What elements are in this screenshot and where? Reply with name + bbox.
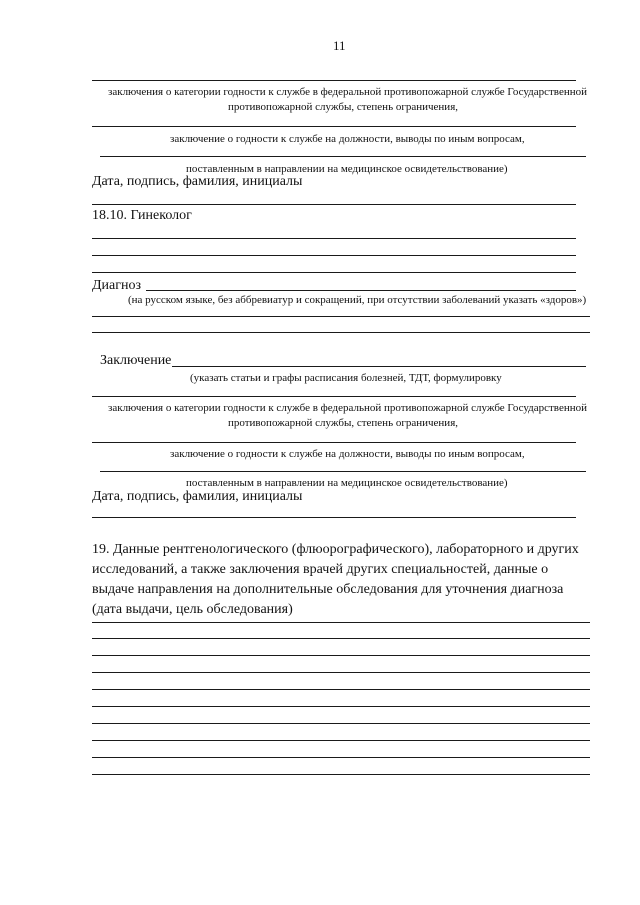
fill-line[interactable] bbox=[92, 655, 590, 656]
fill-line[interactable] bbox=[92, 740, 590, 741]
fill-line[interactable] bbox=[92, 396, 576, 397]
hint-category-line2: противопожарной службы, степень ограничения, bbox=[228, 101, 459, 113]
hint-category-line2: противопожарной службы, степень ограничения, bbox=[228, 417, 459, 429]
fill-line[interactable] bbox=[92, 126, 576, 127]
fill-line[interactable] bbox=[92, 774, 590, 775]
fill-line[interactable] bbox=[100, 156, 586, 157]
section-19-text: 19. Данные рентгенологического (флюорографического), лабораторного и других исследований, а также заключения врачей других специальностей, данные о выдаче направления на дополнительные обследования для уточнения диагноза (дата выдачи, цель обследования) bbox=[92, 542, 579, 617]
signature-label: Дата, подпись, фамилия, инициалы bbox=[92, 489, 303, 504]
signature-line[interactable] bbox=[92, 517, 576, 518]
hint-category-line1: заключения о категории годности к службе в федеральной противопожарной службе Государственной bbox=[108, 402, 587, 414]
section-heading-gynecologist: 18.10. Гинеколог bbox=[92, 208, 192, 223]
fill-line[interactable] bbox=[92, 757, 590, 758]
fill-line[interactable] bbox=[92, 238, 576, 239]
diagnosis-line[interactable] bbox=[146, 290, 576, 291]
fill-line[interactable] bbox=[92, 442, 576, 443]
fill-line[interactable] bbox=[92, 622, 590, 623]
signature-line[interactable] bbox=[92, 204, 576, 205]
page-number: 11 bbox=[333, 38, 346, 53]
fill-line[interactable] bbox=[92, 689, 590, 690]
fill-line[interactable] bbox=[92, 638, 590, 639]
fill-line[interactable] bbox=[100, 471, 586, 472]
fill-line[interactable] bbox=[92, 672, 590, 673]
fill-line[interactable] bbox=[92, 706, 590, 707]
signature-label: Дата, подпись, фамилия, инициалы bbox=[92, 174, 303, 189]
hint-fitness: заключение о годности к службе на должности, выводы по иным вопросам, bbox=[170, 448, 525, 460]
fill-line[interactable] bbox=[92, 332, 590, 333]
fill-line[interactable] bbox=[92, 272, 576, 273]
hint-referral: поставленным в направлении на медицинское освидетельствование) bbox=[186, 163, 508, 175]
hint-referral: поставленным в направлении на медицинское освидетельствование) bbox=[186, 477, 508, 489]
hint-fitness: заключение о годности к службе на должности, выводы по иным вопросам, bbox=[170, 133, 525, 145]
fill-line[interactable] bbox=[92, 255, 576, 256]
diagnosis-label: Диагноз bbox=[92, 278, 142, 293]
diagnosis-hint: (на русском языке, без аббревиатур и сокращений, при отсутствии заболеваний указать «здоров») bbox=[128, 294, 587, 306]
conclusion-line[interactable] bbox=[172, 366, 586, 367]
fill-line[interactable] bbox=[92, 80, 576, 81]
fill-line[interactable] bbox=[92, 316, 590, 317]
conclusion-hint: (указать статьи и графы расписания болезней, ТДТ, формулировку bbox=[190, 372, 502, 384]
conclusion-label: Заключение bbox=[100, 353, 172, 368]
fill-line[interactable] bbox=[92, 723, 590, 724]
hint-category-line1: заключения о категории годности к службе в федеральной противопожарной службе Государственной bbox=[108, 86, 587, 98]
